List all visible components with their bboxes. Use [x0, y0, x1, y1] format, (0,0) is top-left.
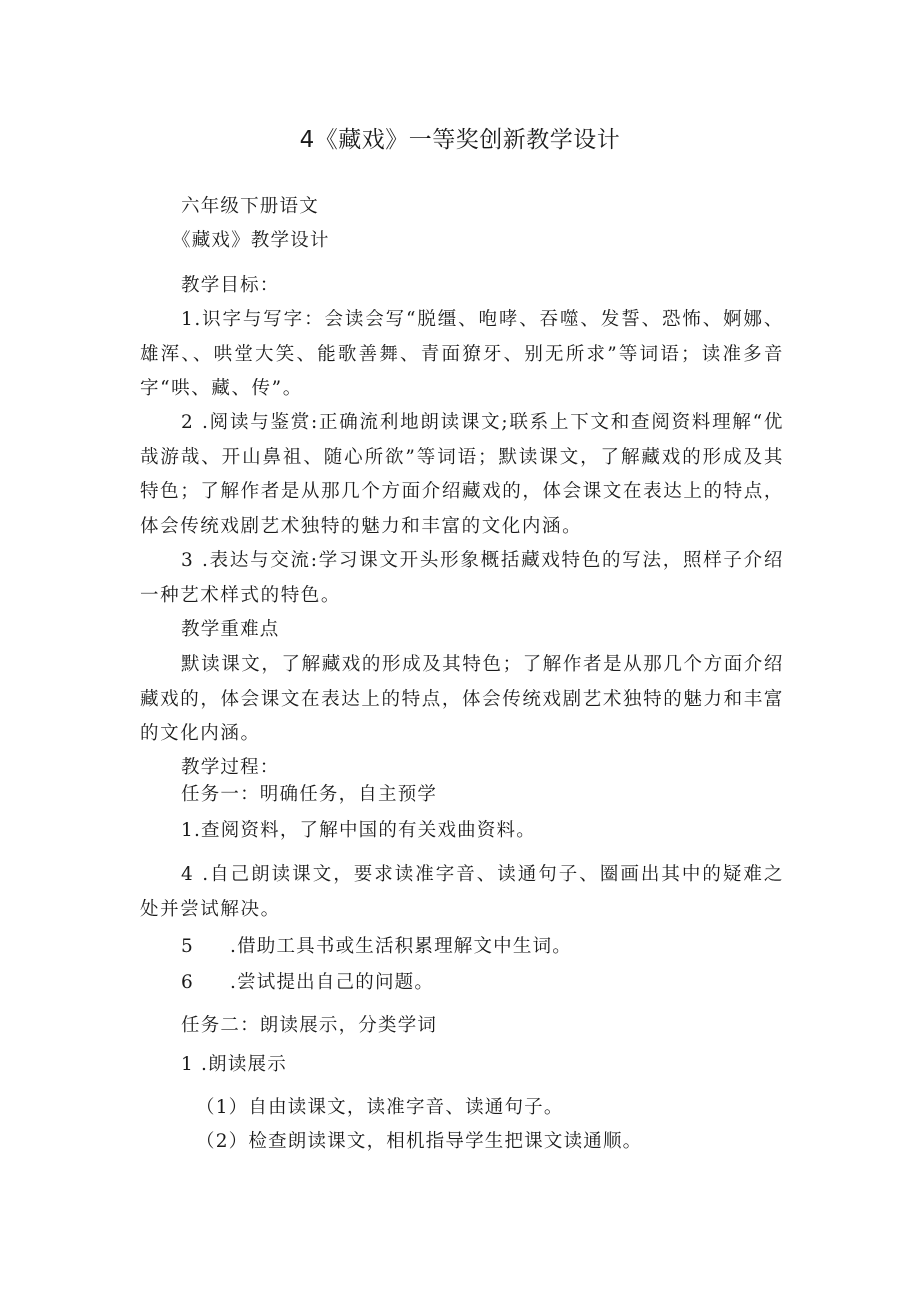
- step-5-text: .借助工具书或生活积累理解文中生词。: [229, 936, 572, 957]
- task-2-sub-1: （1）自由读课文，读准字音、读通句子。: [196, 1097, 564, 1118]
- task-2-sub-2: （2）检查朗读课文，相机指导学生把课文读通顺。: [196, 1131, 643, 1152]
- task-2-step-1: 1 .朗读展示: [181, 1054, 287, 1075]
- step-6-text: .尝试提出自己的问题。: [229, 972, 435, 993]
- task-1-step-1: 1.查阅资料，了解中国的有关戏曲资料。: [181, 820, 536, 841]
- key-points-heading: 教学重难点: [181, 619, 280, 640]
- process-heading: 教学过程：: [181, 757, 280, 778]
- objective-2: 2 .阅读与鉴赏:正确流利地朗读课文;联系上下文和查阅资料理解“优哉游哉、开山鼻祖、随心所欲”等词语；默读课文，了解藏戏的形成及其特色；了解作者是从那几个方面介绍藏戏的，体会课文在表达上的特点，体会传统戏剧艺术独特的魅力和丰富的文化内涵。: [140, 412, 784, 537]
- step-5-number: 5: [181, 936, 194, 957]
- task-1-step-4: 4 .自己朗读课文，要求读准字音、读通句子、圈画出其中的疑难之处并尝试解决。: [140, 864, 784, 920]
- task-1-heading: 任务一：明确任务，自主预学: [181, 784, 438, 805]
- objective-1: 1.识字与写字：会读会写“脱缰、咆哮、吞噬、发誓、恐怖、婀娜、雄浑、、哄堂大笑、能歌善舞、青面獠牙、别无所求”等词语；读准多音字“哄、藏、传”。: [140, 309, 784, 399]
- key-points: 默读课文，了解藏戏的形成及其特色；了解作者是从那几个方面介绍藏戏的，体会课文在表达上的特点，体会传统戏剧艺术独特的魅力和丰富的文化内涵。: [140, 654, 785, 744]
- task-1-step-5: [181, 936, 572, 958]
- step-6-number: 6: [181, 972, 194, 993]
- task-1-step-6: [181, 972, 434, 994]
- document-title: 4《藏戏》一等奖创新教学设计: [299, 127, 621, 153]
- task-2-heading: 任务二：朗读展示，分类学词: [181, 1015, 438, 1036]
- lesson-subtitle: 《藏戏》教学设计: [172, 230, 330, 251]
- grade-label: 六年级下册语文: [181, 196, 319, 217]
- objective-3: 3 .表达与交流:学习课文开头形象概括藏戏特色的写法，照样子介绍一种艺术样式的特色。: [140, 550, 784, 606]
- objectives-heading: 教学目标：: [181, 275, 280, 296]
